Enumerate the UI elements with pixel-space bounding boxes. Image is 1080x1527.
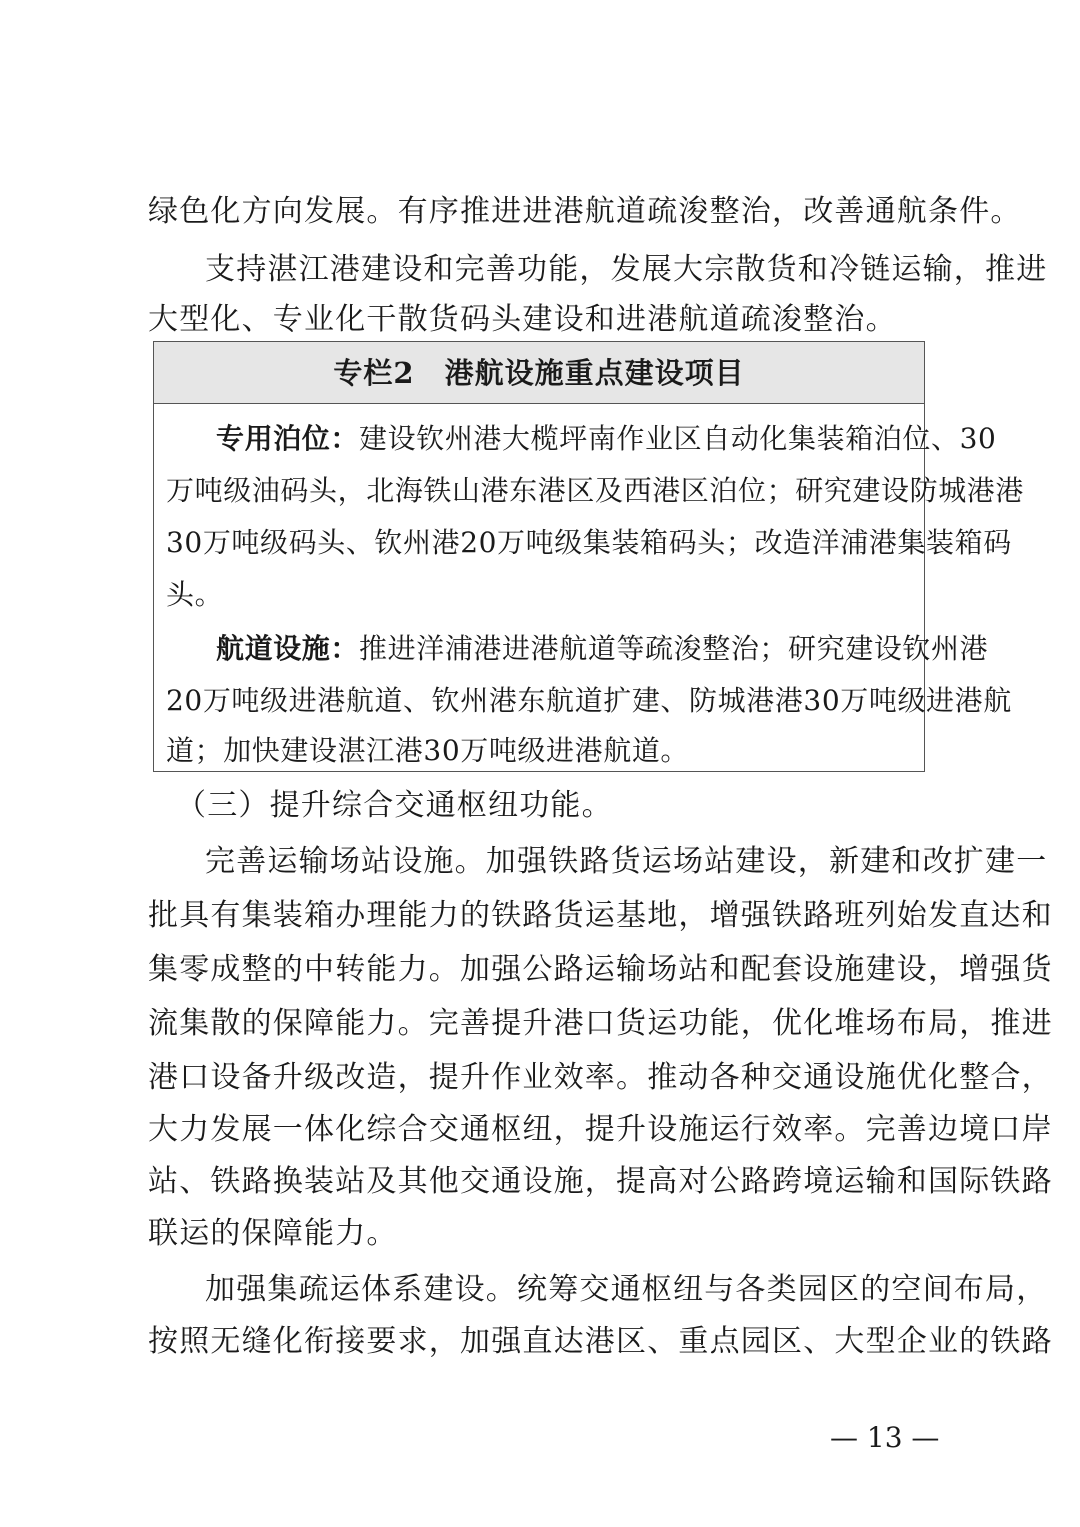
body-text-line: 站、铁路换装站及其他交通设施，提高对公路跨境运输和国际铁路 (148, 1164, 1053, 1199)
feature-box-header (154, 342, 924, 404)
body-text-line: 按照无缝化衔接要求，加强直达港区、重点园区、大型企业的铁路 (148, 1324, 1053, 1359)
box-subheading: 专用泊位： (216, 422, 360, 455)
box-subheading: 航道设施： (216, 632, 360, 665)
body-text-line: 联运的保障能力。 (148, 1216, 398, 1251)
box-text: 建设钦州港大榄坪南作业区自动化集装箱泊位、30 (359, 422, 997, 455)
body-text-line: 集零成整的中转能力。加强公路运输场站和配套设施建设，增强货 (148, 952, 1053, 987)
feature-box (153, 341, 1025, 772)
body-text-line: 加强集疏运体系建设。统筹交通枢纽与各类园区的空间布局， (205, 1272, 1048, 1307)
body-text-line: 大型化、专业化干散货码头建设和进港航道疏浚整治。 (148, 302, 897, 337)
body-text-line: 大力发展一体化综合交通枢纽，提升设施运行效率。完善边境口岸 (148, 1112, 1053, 1147)
body-text-line: 港口设备升级改造，提升作业效率。推动各种交通设施优化整合， (148, 1060, 1053, 1095)
body-text-line: 支持湛江港建设和完善功能，发展大宗散货和冷链运输，推进 (205, 252, 1048, 287)
box-text-line: 道；加快建设湛江港30万吨级进港航道。 (166, 734, 690, 767)
body-text-line: 绿色化方向发展。有序推进进港航道疏浚整治，改善通航条件。 (148, 194, 1022, 229)
section-heading: （三）提升综合交通枢纽功能。 (176, 788, 613, 823)
body-text-line: 完善运输场站设施。加强铁路货运场站建设，新建和改扩建一 (205, 844, 1048, 879)
box-text-line: 头。 (166, 578, 224, 611)
body-text-line: 流集散的保障能力。完善提升港口货运功能，优化堆场布局，推进 (148, 1006, 1053, 1041)
body-text-line: 批具有集装箱办理能力的铁路货运基地，增强铁路班列始发直达和 (148, 898, 1053, 933)
box-text-line: 20万吨级进港航道、钦州港东航道扩建、防城港港30万吨级进港航 (166, 684, 1012, 717)
box-text-line (216, 630, 988, 668)
box-text-line: 30万吨级码头、钦州港20万吨级集装箱码头；改造洋浦港集装箱码 (166, 526, 1012, 559)
box-text-line (216, 420, 996, 458)
box-text: 推进洋浦港进港航道等疏浚整治；研究建设钦州港 (359, 632, 989, 665)
box-text-line: 万吨级油码头，北海铁山港东港区及西港区泊位；研究建设防城港港 (166, 474, 1025, 507)
feature-box-title: 专栏2 港航设施重点建设项目 (333, 356, 745, 390)
page-number: — 13 — (830, 1421, 940, 1454)
